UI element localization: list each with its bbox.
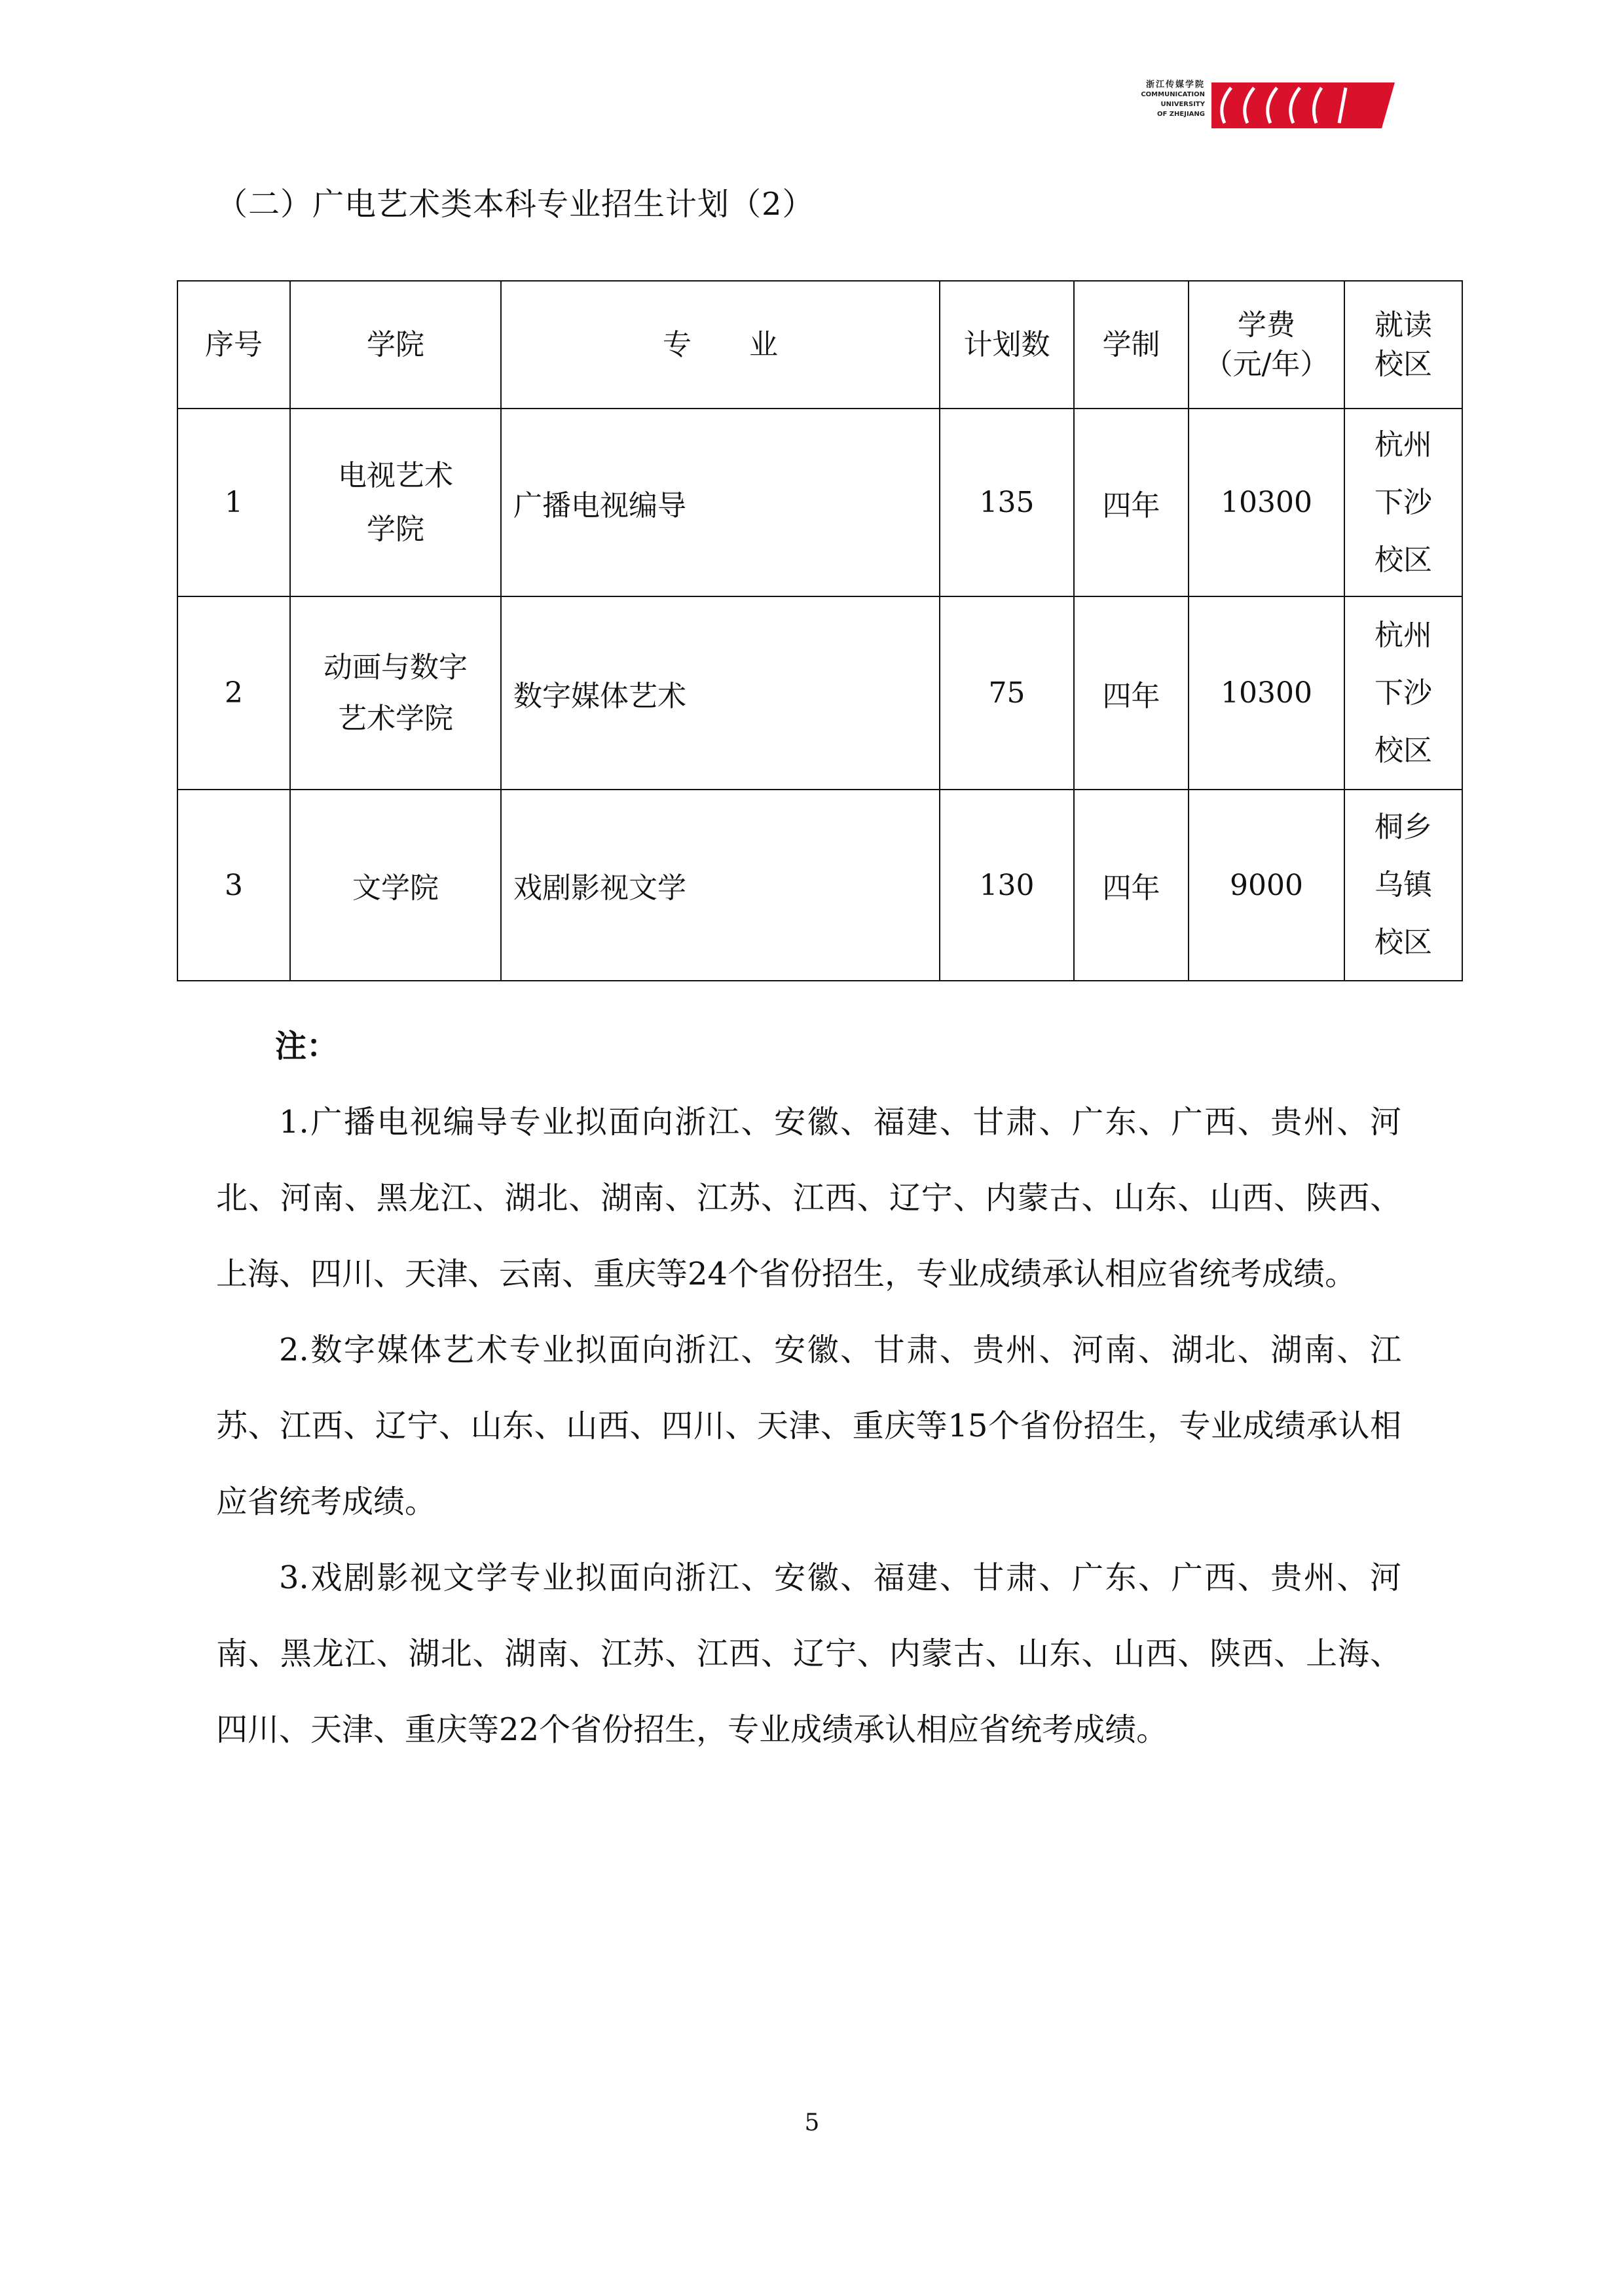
row-campus-line: 乌镇: [1375, 868, 1432, 902]
row-campus-line: 校区: [1375, 733, 1432, 767]
row-campus-line: 下沙: [1375, 676, 1432, 710]
row-campus: [1344, 409, 1462, 596]
header-college: 学院: [290, 281, 501, 409]
row-fee: 10300: [1189, 596, 1344, 790]
row-campus-line: 杭州: [1375, 428, 1432, 462]
row-college-line: 艺术学院: [338, 701, 453, 735]
university-logo: [1100, 77, 1395, 130]
row-campus: [1344, 790, 1462, 981]
table-row: [177, 409, 1462, 596]
row-plan: 135: [940, 409, 1074, 596]
row-campus-line: 杭州: [1375, 618, 1432, 652]
header-fee-line2: （元/年）: [1204, 347, 1329, 381]
header-fee-line1: 学费: [1238, 308, 1295, 342]
table-header-row: [177, 281, 1462, 409]
row-campus-line: 桐乡: [1375, 811, 1432, 844]
header-plan: 计划数: [940, 281, 1074, 409]
logo-name-en-3: OF ZHEJIANG: [1156, 111, 1205, 118]
logo-name-en-1: COMMUNICATION: [1141, 91, 1205, 98]
note-item: 3.戏剧影视文学专业拟面向浙江、安徽、福建、甘肃、广东、广西、贵州、河南、黑龙江、湖北、湖南、江苏、江西、辽宁、内蒙古、山东、山西、陕西、上海、四川、天津、重庆等22个省份招生，专业成绩承认相应省统考成绩。: [216, 1559, 1401, 1748]
row-college-line: 电视艺术: [338, 458, 453, 492]
notes-heading: 注：: [275, 1028, 339, 1065]
row-no: 3: [177, 790, 290, 981]
row-college-line: 文学院: [352, 871, 439, 905]
logo-mark-icon: [1211, 82, 1395, 128]
row-plan: 75: [940, 596, 1074, 790]
header-campus: [1344, 281, 1462, 409]
row-college: [290, 790, 501, 981]
row-plan: 130: [940, 790, 1074, 981]
row-no: 2: [177, 596, 290, 790]
row-length: 四年: [1074, 409, 1189, 596]
row-major: 广播电视编导: [501, 409, 940, 596]
row-college-line: 学院: [367, 512, 424, 546]
row-length: 四年: [1074, 790, 1189, 981]
header-length: 学制: [1074, 281, 1189, 409]
header-campus-line1: 就读: [1375, 308, 1432, 342]
enrollment-plan-table: [177, 280, 1463, 981]
row-campus: [1344, 596, 1462, 790]
row-campus-line: 校区: [1375, 543, 1432, 577]
table-row: [177, 596, 1462, 790]
header-major: 专 业: [501, 281, 940, 409]
row-fee: 10300: [1189, 409, 1344, 596]
row-fee: 9000: [1189, 790, 1344, 981]
page-number: 5: [804, 2109, 820, 2136]
row-no: 1: [177, 409, 290, 596]
row-college: [290, 409, 501, 596]
logo-text: [1100, 80, 1205, 119]
notes-section: [216, 1008, 1401, 1768]
logo-name-en-2: UNIVERSITY: [1160, 101, 1205, 108]
table-row: [177, 790, 1462, 981]
row-major: 数字媒体艺术: [501, 596, 940, 790]
note-item: 1.广播电视编导专业拟面向浙江、安徽、福建、甘肃、广东、广西、贵州、河北、河南、黑龙江、湖北、湖南、江苏、江西、辽宁、内蒙古、山东、山西、陕西、上海、四川、天津、云南、重庆等24个省份招生，专业成绩承认相应省统考成绩。: [216, 1104, 1401, 1292]
note-item: 2.数字媒体艺术专业拟面向浙江、安徽、甘肃、贵州、河南、湖北、湖南、江苏、江西、辽宁、山东、山西、四川、天津、重庆等15个省份招生，专业成绩承认相应省统考成绩。: [216, 1332, 1401, 1520]
header-no: 序号: [177, 281, 290, 409]
row-length: 四年: [1074, 596, 1189, 790]
header-campus-line2: 校区: [1375, 347, 1432, 381]
row-college-line: 动画与数字: [323, 650, 468, 684]
logo-name-cn: 浙江传媒学院: [1145, 80, 1205, 90]
row-major: 戏剧影视文学: [501, 790, 940, 981]
section-title: （二）广电艺术类本科专业招生计划（2）: [216, 186, 815, 223]
row-college: [290, 596, 501, 790]
header-fee: [1189, 281, 1344, 409]
row-campus-line: 校区: [1375, 926, 1432, 959]
row-campus-line: 下沙: [1375, 485, 1432, 519]
